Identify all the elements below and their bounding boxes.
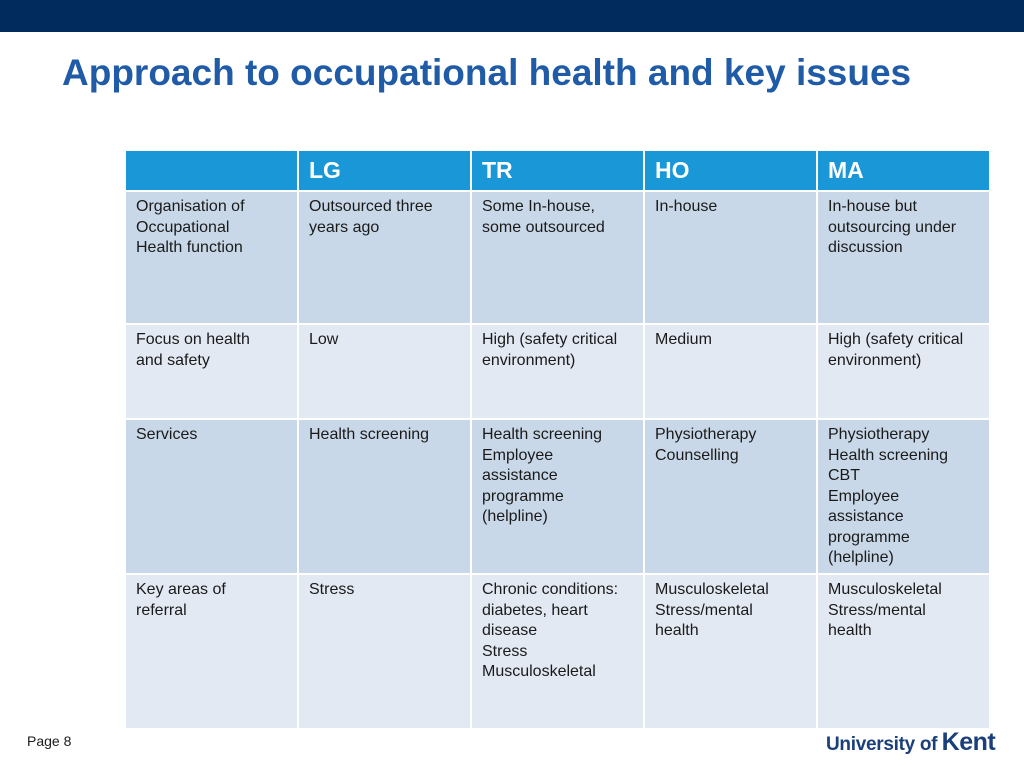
table-row-referral (125, 574, 990, 729)
cell-text: Health function (136, 239, 243, 256)
table-cell-lg (298, 191, 471, 324)
cell-text: Musculoskeletal (828, 581, 942, 598)
cell-text: Health screening (309, 426, 430, 443)
cell-text: Occupational (136, 218, 230, 236)
cell-text: Physiotherapy (828, 426, 930, 443)
page-number: Page 8 (27, 733, 72, 749)
cell-text: Employee (828, 487, 900, 505)
table-cell-ma (817, 324, 990, 419)
cell-text: High (safety critical (828, 331, 964, 348)
cell-text: Musculoskeletal (655, 581, 769, 598)
table-cell-ma (817, 191, 990, 324)
cell-text: High (safety critical (482, 331, 618, 348)
cell-text: (helpline) (828, 549, 894, 566)
cell-text: years ago (309, 218, 380, 236)
cell-text: Employee (482, 446, 554, 464)
cell-text: programme (828, 528, 910, 546)
cell-text: Stress (309, 581, 355, 598)
cell-text: Health screening (828, 446, 949, 464)
table-row-organisation (125, 191, 990, 324)
cell-text: assistance (828, 508, 904, 525)
header-cell-blank (125, 150, 298, 191)
table-cell-ho (644, 419, 817, 574)
header-cell-tr: TR (471, 150, 644, 191)
cell-text: Health screening (482, 426, 603, 443)
logo-name: Kent (941, 728, 996, 756)
cell-text: Counselling (655, 446, 739, 464)
cell-text: referral (136, 601, 187, 619)
row-label-cell (125, 574, 298, 729)
table-cell-ma (817, 574, 990, 729)
cell-text: Stress (482, 642, 528, 660)
cell-text: diabetes, heart (482, 601, 588, 619)
header-cell-ho: HO (644, 150, 817, 191)
cell-text: In-house but (828, 198, 917, 215)
comparison-table-container (124, 149, 989, 730)
university-logo (826, 728, 995, 757)
cell-text: Chronic conditions: (482, 581, 619, 598)
cell-text: Low (309, 331, 339, 348)
table-row-services (125, 419, 990, 574)
cell-text: outsourcing under (828, 218, 957, 236)
cell-text: discussion (828, 239, 903, 256)
cell-text: Services (136, 426, 198, 443)
cell-text: Medium (655, 331, 712, 348)
cell-text: Physiotherapy (655, 426, 757, 443)
cell-text: Stress/mental (828, 601, 926, 619)
cell-text: health (655, 622, 699, 639)
table-cell-ho (644, 324, 817, 419)
cell-text: CBT (828, 467, 860, 484)
row-label-cell (125, 191, 298, 324)
cell-text: Some In-house, (482, 198, 595, 215)
cell-text: health (828, 622, 872, 639)
cell-text: programme (482, 487, 564, 505)
top-banner (0, 0, 1024, 32)
cell-text: environment) (482, 351, 576, 369)
cell-text: Focus on health (136, 331, 250, 348)
comparison-table (124, 149, 991, 730)
table-cell-tr (471, 419, 644, 574)
table-cell-ho (644, 191, 817, 324)
cell-text: In-house (655, 198, 718, 215)
cell-text: Musculoskeletal (482, 663, 596, 680)
row-label-cell (125, 324, 298, 419)
table-cell-tr (471, 574, 644, 729)
table-cell-ma (817, 419, 990, 574)
cell-text: and safety (136, 351, 210, 369)
cell-text: Stress/mental (655, 601, 753, 619)
table-cell-lg (298, 419, 471, 574)
table-row-focus (125, 324, 990, 419)
table-cell-lg (298, 574, 471, 729)
cell-text: assistance (482, 467, 558, 484)
logo-prefix: University of (826, 734, 938, 755)
cell-text: Key areas of (136, 581, 226, 598)
table-cell-ho (644, 574, 817, 729)
cell-text: environment) (828, 351, 922, 369)
cell-text: some outsourced (482, 218, 605, 236)
table-cell-tr (471, 324, 644, 419)
header-cell-ma: MA (817, 150, 990, 191)
cell-text: Organisation of (136, 198, 245, 215)
cell-text: (helpline) (482, 508, 548, 525)
slide-title: Approach to occupational health and key issues (62, 52, 912, 93)
cell-text: Outsourced three (309, 198, 433, 215)
table-cell-tr (471, 191, 644, 324)
table-header-row (125, 150, 990, 191)
header-cell-lg: LG (298, 150, 471, 191)
table-cell-lg (298, 324, 471, 419)
cell-text: disease (482, 622, 538, 639)
row-label-cell (125, 419, 298, 574)
